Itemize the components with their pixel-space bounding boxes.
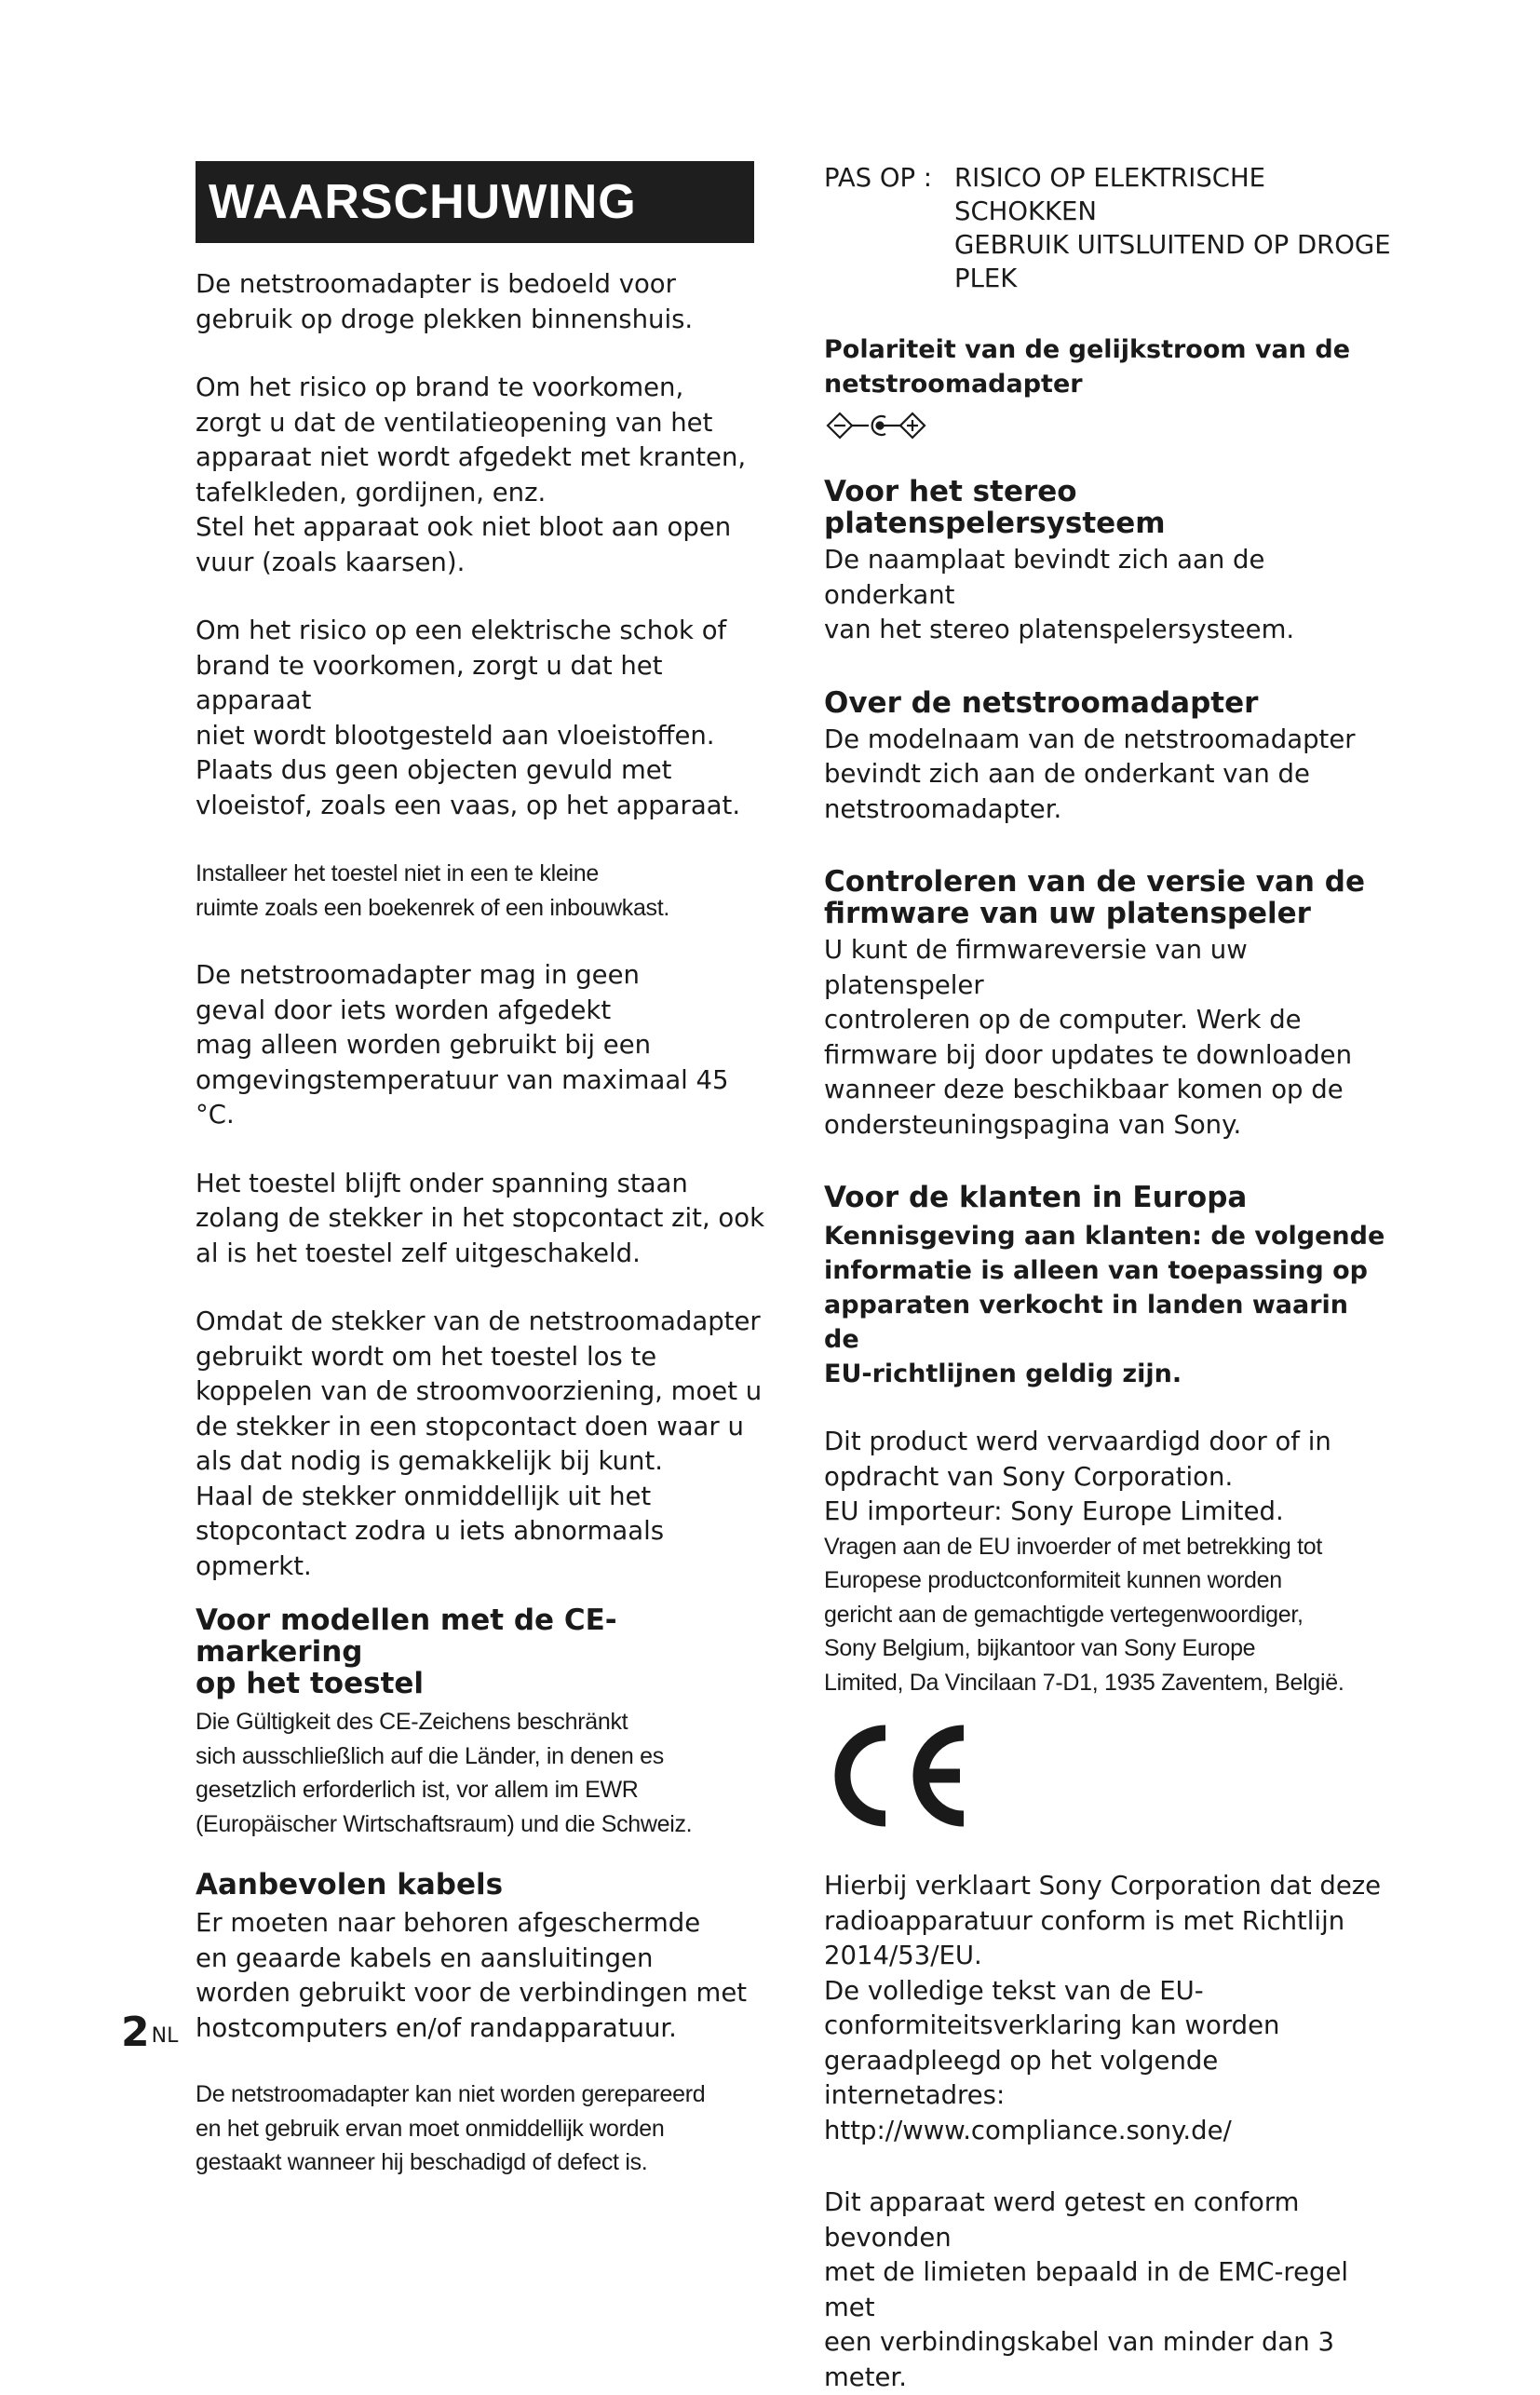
paragraph-manufacturer: Dit product werd vervaardigd door of in opdracht van Sony Corporation. EU importeur: Sony Europe Limited. (824, 1427, 1331, 1526)
paragraph-ce-validity: Die Gültigkeit des CE-Zeichens beschränkt sich ausschließlich auf die Länder, in denen es gesetzlich erforderlich ist, vor allem im EWR (Europäischer Wirtschaftsraum) und die Schweiz. (196, 1709, 693, 1837)
paragraph-cables: Er moeten naar behoren afgeschermde en geaarde kabels en aansluitingen worden gebruikt voor de verbindingen met hostcomputers en/of randapparatuur. (196, 1908, 748, 2043)
paragraph-stereo-system: De naamplaat bevindt zich aan de onderkant van het stereo platenspelersysteem. (824, 545, 1295, 644)
heading-recommended-cables: Aanbevolen kabels (196, 1868, 504, 1901)
heading-stereo-system: Voor het stereo platenspelersysteem (824, 475, 1166, 540)
dc-polarity-icon (824, 409, 936, 442)
warning-title: WAARSCHUWING (196, 161, 754, 243)
page-number-value: 2 (121, 2009, 150, 2056)
page-number (121, 2009, 178, 2056)
left-column (196, 161, 768, 2180)
paragraph-adapter-cover: De netstroomadapter mag in geen geval door iets worden afgedekt mag alleen worden gebruikt bij een omgevingstemperatuur van maximaal 45 °C. (196, 960, 729, 1130)
paragraph-fire-risk: Om het risico op brand te voorkomen, zorgt u dat de ventilatieopening van het apparaat niet wordt afgedekt met kranten, tafelkleden, gordijnen, enz. Stel het apparaat ook niet bloot aan open vuur (zoals kaarsen). (196, 372, 747, 577)
right-column (824, 161, 1392, 2395)
heading-firmware: Controleren van de versie van de firmware van uw platenspeler (824, 865, 1365, 930)
heading-polarity: Polariteit van de gelijkstroom van de netstroomadapter (824, 335, 1351, 399)
heading-ce-models: Voor modellen met de CE-markering op het toestel (196, 1603, 617, 1700)
paragraph-adapter-repair: De netstroomadapter kan niet worden gerepareerd en het gebruik ervan moet onmiddellijk worden gestaakt wanneer hij beschadigd of defect is. (196, 2081, 706, 2175)
caution-label: PAS OP : (824, 163, 933, 193)
caution-text: RISICO OP ELEKTRISCHE SCHOKKEN GEBRUIK UITSLUITEND OP DROGE PLEK (954, 163, 1391, 293)
heading-customer-notice: Kennisgeving aan klanten: de volgende informatie is alleen van toepassing op apparaten verkocht in landen waarin de EU-richtlijnen geldig zijn. (824, 1222, 1385, 1388)
paragraph-installation: Installeer het toestel niet in een te kleine ruimte zoals een boekenrek of een inbouwkast. (196, 860, 670, 921)
language-code: NL (151, 2024, 179, 2048)
paragraph-firmware: U kunt de firmwareversie van uw platenspeler controleren op de computer. Werk de firmware bij door updates te downloaden wanneer deze beschikbaar komen op de ondersteuningspagina van Sony. (824, 935, 1352, 1140)
paragraph-plug-disconnect: Omdat de stekker van de netstroomadapter gebruikt wordt om het toestel los te koppelen van de stroomvoorziening, moet u de stekker in een stopcontact doen waar u als dat nodig is gemakkelijk bij kunt. Haal de stekker onmiddellijk uit het stopcontact zodra u iets abnormaals opmerkt. (196, 1306, 763, 1581)
heading-adapter: Over de netstroomadapter (824, 685, 1259, 720)
paragraph-declaration: Hierbij verklaart Sony Corporation dat deze radioapparatuur conform is met Richtlijn 2014/53/EU. De volledige tekst van de EU- conformiteitsverklaring kan worden geraadpleegd op het volgende internetadres: http://www.compliance.sony.de/ (824, 1871, 1382, 2145)
caution-block (824, 161, 1392, 295)
paragraph-shock-risk: Om het risico op een elektrische schok of brand te voorkomen, zorgt u dat het apparaat niet wordt blootgesteld aan vloeistoffen. Plaats dus geen objecten gevuld met vloeistof, zoals een vaas, op het apparaat. (196, 616, 741, 820)
paragraph-eu-questions: Vragen aan de EU invoerder of met betrekking tot Europese productconformiteit kunnen worden gericht aan de gemachtigde vertegenwoordiger, Sony Belgium, bijkantoor van Sony Europe Limited, Da Vincilaan 7-D1, 1935 Zaventem, België. (824, 1533, 1344, 1696)
paragraph-power-standby: Het toestel blijft onder spanning staan zolang de stekker in het stopcontact zit, ook al is het toestel zelf uitgeschakeld. (196, 1168, 765, 1268)
heading-europe: Voor de klanten in Europa (824, 1181, 1248, 1214)
paragraph-adapter: De modelnaam van de netstroomadapter bevindt zich aan de onderkant van de netstroomadapter. (824, 724, 1356, 824)
paragraph-emc: Dit apparaat werd getest en conform bevonden met de limieten bepaald in de EMC-regel met een verbindingskabel van minder dan 3 meter. (824, 2187, 1349, 2392)
paragraph-indoor-use: De netstroomadapter is bedoeld voor gebruik op droge plekken binnenshuis. (196, 269, 694, 334)
ce-mark-icon (824, 1720, 982, 1832)
